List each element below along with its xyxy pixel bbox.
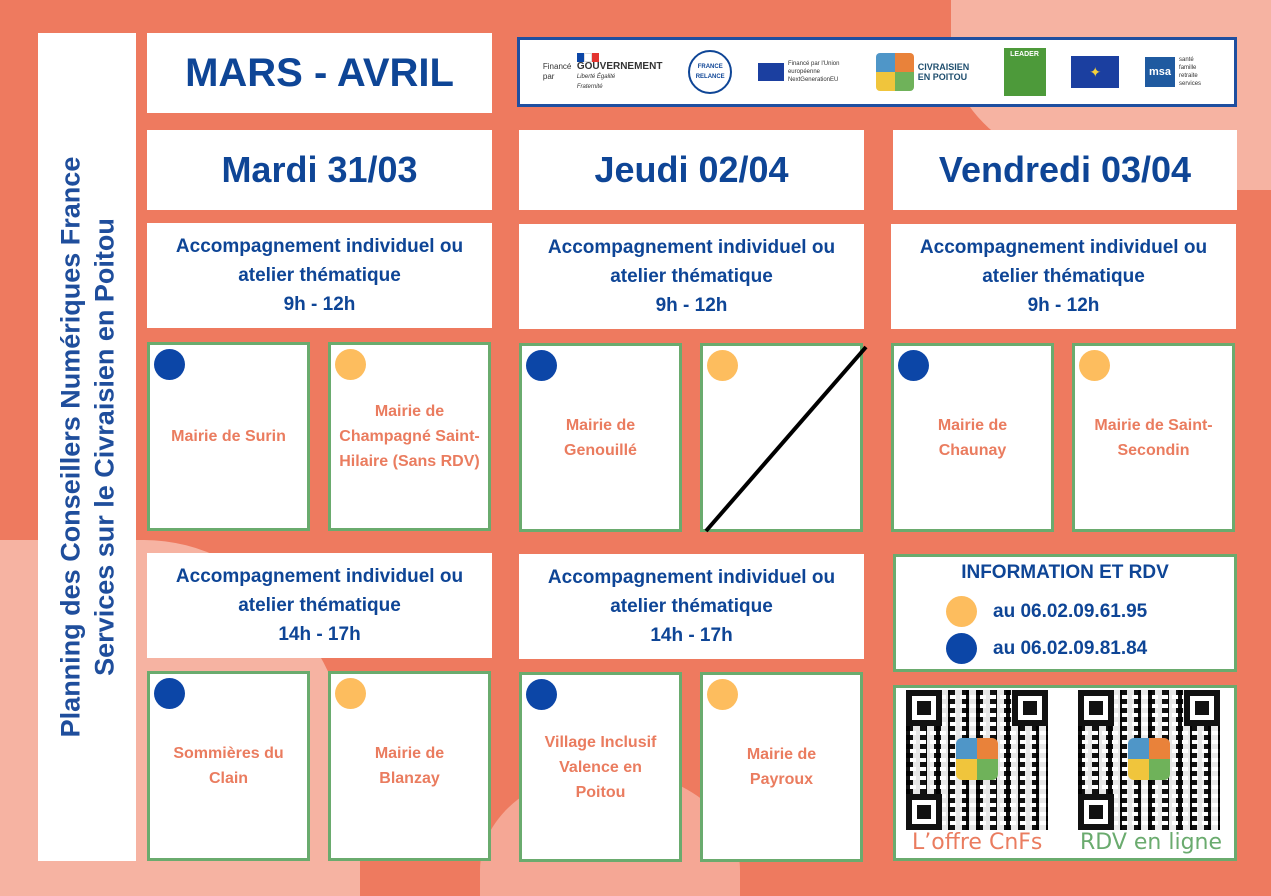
session-title: Accompagnement individuel ou bbox=[175, 566, 464, 587]
location-card bbox=[700, 672, 863, 862]
qr-finder bbox=[906, 690, 942, 726]
blue-dot-icon bbox=[154, 349, 185, 380]
qr-finder bbox=[1184, 690, 1220, 726]
civraisien-label: CIVRAISIEN EN POITOU bbox=[917, 62, 970, 82]
session-hours: 14h - 17h bbox=[278, 624, 361, 645]
session-subtitle: atelier thématique bbox=[610, 266, 773, 287]
msa-logo bbox=[1145, 56, 1211, 88]
blue-dot-icon bbox=[946, 633, 977, 664]
session-hours: 9h - 12h bbox=[1027, 295, 1100, 316]
session-subtitle: atelier thématique bbox=[238, 595, 401, 616]
location-card bbox=[1072, 343, 1235, 532]
blue-dot-icon bbox=[526, 350, 557, 381]
civraisien-logo bbox=[876, 53, 978, 91]
blue-dot-icon bbox=[154, 678, 185, 709]
yellow-dot-icon bbox=[335, 678, 366, 709]
finance-label: Financé par bbox=[542, 62, 572, 81]
gouvernement-logo bbox=[543, 53, 663, 92]
session-title: Accompagnement individuel ou bbox=[919, 237, 1208, 258]
yellow-dot-icon bbox=[335, 349, 366, 380]
info-row-blue bbox=[946, 633, 1147, 664]
location-card bbox=[519, 343, 682, 532]
msa-label: santé famille retraite services bbox=[1179, 57, 1202, 87]
session-vendredi-morning bbox=[891, 224, 1236, 329]
side-title-line2: Services sur le Civraisien en Poitou bbox=[89, 218, 120, 676]
location-name: Mairie de Chaunay bbox=[937, 416, 1008, 459]
location-name: Mairie de Surin bbox=[171, 428, 286, 445]
civraisien-tree-icon bbox=[1128, 738, 1170, 780]
day-header-vendredi: Vendredi 03/04 bbox=[893, 130, 1237, 210]
location-name: Mairie de Champagné Saint-Hilaire (Sans RDV) bbox=[339, 403, 480, 470]
location-card bbox=[891, 343, 1054, 532]
phone-number[interactable]: au 06.02.09.61.95 bbox=[993, 600, 1148, 622]
france-relance-logo bbox=[688, 50, 732, 94]
info-rdv-box bbox=[893, 554, 1237, 672]
civraisien-tree-icon bbox=[956, 738, 998, 780]
qr-caption-rdv: RDV en ligne bbox=[1080, 830, 1223, 855]
side-title-line1: Planning des Conseillers Numériques France bbox=[55, 156, 86, 738]
eu-flag-icon bbox=[758, 63, 784, 81]
eu-label: Financé par l'Union européenne NextGenerationEU bbox=[787, 61, 840, 83]
eu-stars-icon: ✦ bbox=[1071, 56, 1119, 88]
session-jeudi-afternoon bbox=[519, 554, 864, 659]
session-subtitle: atelier thématique bbox=[982, 266, 1145, 287]
session-title: Accompagnement individuel ou bbox=[547, 567, 836, 588]
qr-finder bbox=[1012, 690, 1048, 726]
location-name: Mairie de Payroux bbox=[746, 746, 817, 788]
eu-nextgen-logo bbox=[758, 60, 850, 84]
location-name: Sommières du Clain bbox=[173, 745, 284, 787]
leader-logo bbox=[1004, 48, 1046, 96]
session-title: Accompagnement individuel ou bbox=[547, 237, 836, 258]
leader-label: LEADER bbox=[1004, 48, 1046, 96]
yellow-dot-icon bbox=[1079, 350, 1110, 381]
session-hours: 14h - 17h bbox=[650, 625, 733, 646]
location-card bbox=[519, 672, 682, 862]
side-title bbox=[53, 157, 121, 738]
location-name: Mairie de Genouillé bbox=[564, 416, 637, 459]
phone-number[interactable]: au 06.02.09.81.84 bbox=[993, 637, 1148, 659]
location-name: Mairie de Saint-Secondin bbox=[1094, 416, 1213, 459]
qr-code-rdv[interactable] bbox=[1078, 690, 1220, 830]
side-title-panel bbox=[38, 33, 136, 861]
tree-icon bbox=[876, 53, 914, 91]
location-card-crossed bbox=[700, 343, 863, 532]
location-card bbox=[147, 671, 310, 861]
qr-code-offre[interactable] bbox=[906, 690, 1048, 830]
session-subtitle: atelier thématique bbox=[238, 265, 401, 286]
sponsor-logos bbox=[517, 37, 1237, 107]
session-mardi-afternoon bbox=[147, 553, 492, 658]
session-mardi-morning bbox=[147, 223, 492, 328]
location-card bbox=[328, 342, 491, 531]
gouvernement-motto: Liberté Égalité Fraternité bbox=[576, 73, 616, 90]
qr-finder bbox=[1078, 690, 1114, 726]
qr-finder bbox=[906, 794, 942, 830]
session-title: Accompagnement individuel ou bbox=[175, 236, 464, 257]
session-hours: 9h - 12h bbox=[283, 294, 356, 315]
day-header-jeudi: Jeudi 02/04 bbox=[519, 130, 864, 210]
qr-finder bbox=[1078, 794, 1114, 830]
info-title: INFORMATION ET RDV bbox=[961, 562, 1169, 583]
location-card bbox=[147, 342, 310, 531]
location-name: Village Inclusif Valence en Poitou bbox=[544, 733, 657, 801]
page-title: MARS - AVRIL bbox=[147, 33, 492, 113]
location-card bbox=[328, 671, 491, 861]
blue-dot-icon bbox=[526, 679, 557, 710]
gouvernement-label: GOUVERNEMENT bbox=[576, 60, 663, 72]
msa-icon: msa bbox=[1145, 57, 1175, 87]
qr-codes-box bbox=[893, 685, 1237, 861]
session-subtitle: atelier thématique bbox=[610, 596, 773, 617]
france-relance-label: FRANCE RELANCE bbox=[688, 50, 732, 94]
cross-out-line bbox=[700, 343, 872, 535]
blue-dot-icon bbox=[898, 350, 929, 381]
yellow-dot-icon bbox=[946, 596, 977, 627]
qr-caption-offre: L’offre CnFs bbox=[912, 830, 1043, 855]
location-name: Mairie de Blanzay bbox=[374, 745, 445, 787]
day-header-mardi: Mardi 31/03 bbox=[147, 130, 492, 210]
session-hours: 9h - 12h bbox=[655, 295, 728, 316]
session-jeudi-morning bbox=[519, 224, 864, 329]
yellow-dot-icon bbox=[707, 679, 738, 710]
info-row-yellow bbox=[946, 596, 1147, 627]
eu-logo bbox=[1071, 56, 1119, 88]
